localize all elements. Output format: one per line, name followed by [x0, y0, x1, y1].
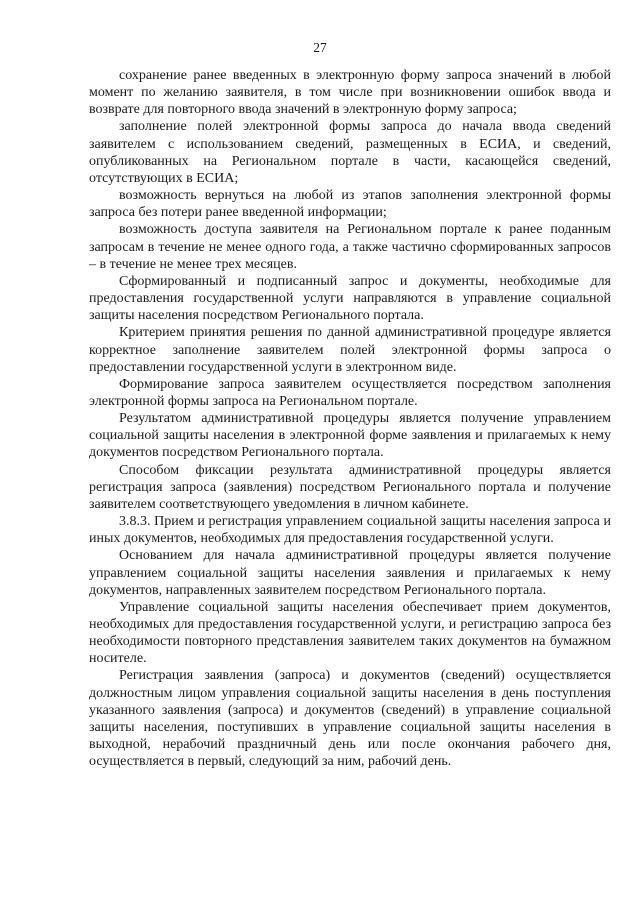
page-number: 27 [313, 40, 327, 55]
paragraph-2: заполнение полей электронной формы запроса до начала ввода сведений заявителем с использованием сведений, размещенных в ЕСИА, и сведений, опубликованных на Региональном портале в части, касающейся сведений, отсутствующих в ЕСИА; [89, 119, 611, 186]
paragraph-5: Сформированный и подписанный запрос и документы, необходимые для предоставления государственной услуги направляются в управление социальной защиты населения посредством Регионального портала. [89, 273, 611, 324]
section-heading-3-8-3: 3.8.3. Прием и регистрация управлением социальной защиты населения запроса и иных документов, необходимых для предоставления государственной услуги. [89, 514, 611, 547]
paragraph-3: возможность вернуться на любой из этапов заполнения электронной формы запроса без потери ранее введенной информации; [89, 188, 611, 221]
paragraph-9: Способом фиксации результата административной процедуры является регистрация запроса (заявления) посредством Регионального портала и получение заявителем соответствующего уведомления в личном кабинете. [89, 462, 611, 512]
document-body [89, 67, 611, 770]
paragraph-6: Критерием принятия решения по данной административной процедуре является корректное заполнение заявителем полей электронной формы запроса о предоставлении государственной услуги в электронном виде. [89, 325, 611, 375]
paragraph-1: сохранение ранее введенных в электронную форму запроса значений в любой момент по желанию заявителя, в том числе при возникновении ошибок ввода и возврате для повторного ввода значений в электронную форму запроса; [89, 68, 611, 118]
paragraph-7: Формирование запроса заявителем осуществляется посредством заполнения электронной формы запроса на Региональном портале. [89, 376, 611, 409]
paragraph-4: возможность доступа заявителя на Региональном портале к ранее поданным запросам в течение не менее одного года, а также частично сформированных запросов – в течение не менее трех месяцев. [89, 222, 611, 272]
paragraph-13: Регистрация заявления (запроса) и документов (сведений) осуществляется должностным лицом управления социальной защиты населения в день поступления указанного заявления (запроса) и документов (сведений) в управление социальной защиты населения, поступивших в управление социальной защиты населения в выходной, нерабочий праздничный день или после окончания рабочего дня, осуществляется в первый, следующий за ним, рабочий день. [89, 668, 611, 770]
paragraph-8: Результатом административной процедуры является получение управлением социальной защиты населения в электронной форме заявления и прилагаемых к нему документов посредством Регионального портала. [89, 411, 611, 461]
paragraph-12: Управление социальной защиты населения обеспечивает прием документов, необходимых для предоставления государственной услуги, и регистрацию запроса без необходимости повторного представления заявителем таких документов на бумажном носителе. [89, 599, 611, 667]
paragraph-11: Основанием для начала административной процедуры является получение управлением социальной защиты населения заявления и прилагаемых к нему документов, направленных заявителем посредством Регионального портала. [89, 548, 611, 598]
